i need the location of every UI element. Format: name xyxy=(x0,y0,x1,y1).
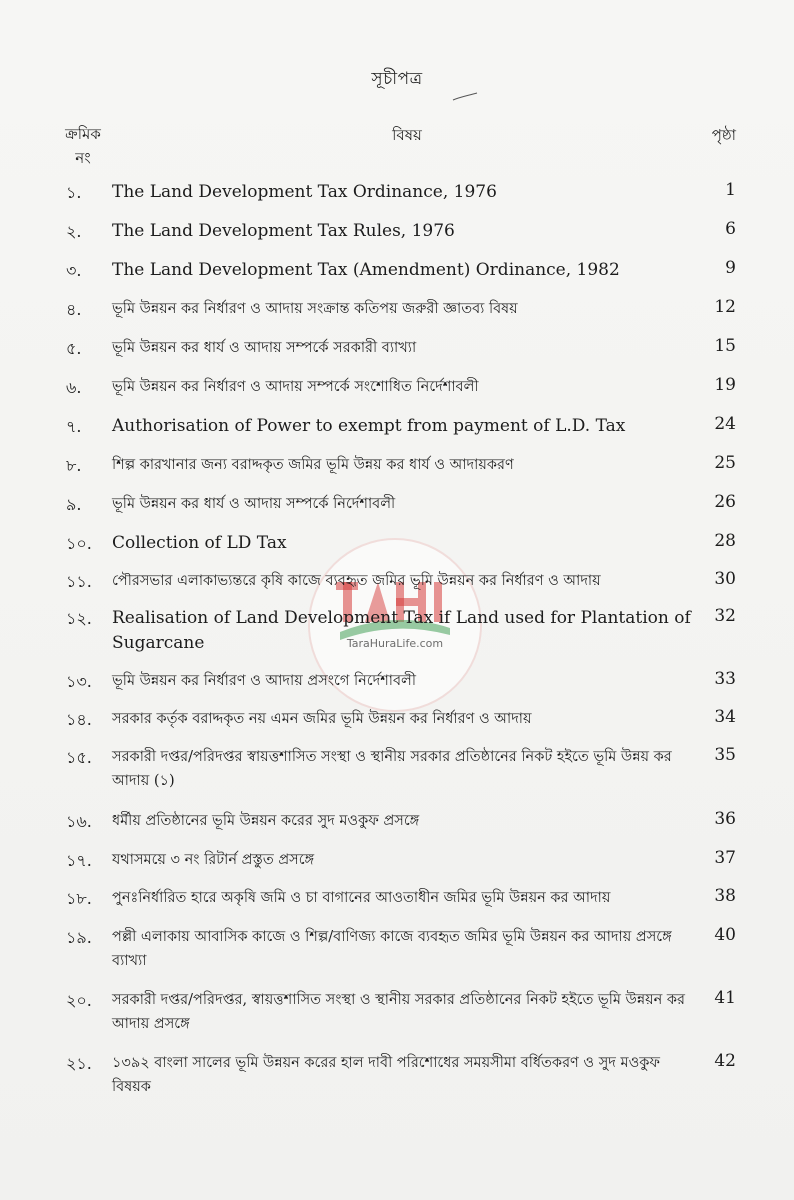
toc-page-number: 34 xyxy=(714,707,736,727)
toc-serial: ৯. xyxy=(66,495,82,514)
toc-serial: ১০. xyxy=(66,534,92,553)
toc-page-number: 9 xyxy=(725,258,736,278)
toc-subject: Collection of LD Tax xyxy=(112,533,287,553)
toc-page-number: 32 xyxy=(714,606,736,626)
page-title: সূচীপত্র xyxy=(371,69,423,89)
toc-subject: ভূমি উন্নয়ন কর নির্ধারণ ও আদায় প্রসংগে নির্দেশাবলী xyxy=(112,673,417,689)
toc-subject: পৌরসভার এলাকাভ্যন্তরে কৃষি কাজে ব্যবহৃত জমির ভূমি উন্নয়ন কর নির্ধারণ ও আদায় xyxy=(112,573,601,589)
toc-page-number: 37 xyxy=(714,848,736,868)
toc-subject: ১৩৯২ বাংলা সালের ভূমি উন্নয়ন করের হাল দাবী পরিশোধের সময়সীমা বর্ধিতকরণ ও সুদ মওকুফ বিষয়ক xyxy=(112,1055,660,1095)
toc-page-number: 28 xyxy=(714,531,736,551)
toc-serial: ১১. xyxy=(66,572,92,591)
toc-subject: ভূমি উন্নয়ন কর নির্ধারণ ও আদায় সম্পর্কে সংশোধিত নির্দেশাবলী xyxy=(112,379,479,395)
toc-subject: শিল্প কারখানার জন্য বরাদ্দকৃত জমির ভূমি উন্নয় কর ধার্য ও আদায়করণ xyxy=(112,457,514,473)
toc-subject: Authorisation of Power to exempt from payment of L.D. Tax xyxy=(112,416,626,436)
toc-page-number: 1 xyxy=(725,180,736,200)
toc-serial: ২০. xyxy=(66,991,92,1010)
toc-serial: ১. xyxy=(66,183,82,202)
toc-subject: ধর্মীয় প্রতিষ্ঠানের ভূমি উন্নয়ন করের সুদ মওকুফ প্রসঙ্গে xyxy=(112,813,420,829)
toc-serial: ১৯. xyxy=(66,928,92,947)
toc-subject: সরকারী দপ্তর/পরিদপ্তর, স্বায়ত্তশাসিত সংস্থা ও স্থানীয় সরকার প্রতিষ্ঠানের নিকট হইতে ভূমি উন্নয়ন কর আদায় প্রসঙ্গে xyxy=(112,992,686,1032)
toc-subject: পুনঃনির্ধারিত হারে অকৃষি জমি ও চা বাগানের আওতাধীন জমির ভূমি উন্নয়ন কর আদায় xyxy=(112,890,611,906)
toc-page-number: 24 xyxy=(714,414,736,434)
toc-serial: ১৪. xyxy=(66,710,92,729)
toc-serial: ১৫. xyxy=(66,748,92,767)
toc-page-number: 41 xyxy=(714,988,736,1008)
toc-page-number: 25 xyxy=(714,453,736,473)
toc-page-number: 15 xyxy=(714,336,736,356)
header-subject: বিষয় xyxy=(392,126,422,144)
toc-serial: ১৭. xyxy=(66,851,92,870)
toc-serial: ১৮. xyxy=(66,889,92,908)
toc-subject: পল্লী এলাকায় আবাসিক কাজে ও শিল্প/বাণিজ্য কাজে ব্যবহৃত জমির ভূমি উন্নয়ন কর আদায় প্রসঙ্গে ব্যাখ্যা xyxy=(112,929,672,969)
toc-subject: ভূমি উন্নয়ন কর ধার্য ও আদায় সম্পর্কে সরকারী ব্যাখ্যা xyxy=(112,340,417,356)
toc-page-number: 38 xyxy=(714,886,736,906)
header-page: পৃষ্ঠা xyxy=(711,126,736,144)
toc-page-number: 42 xyxy=(714,1051,736,1071)
toc-subject: The Land Development Tax Ordinance, 1976 xyxy=(112,182,497,202)
toc-serial: ১৬. xyxy=(66,812,92,831)
toc-page-number: 40 xyxy=(714,925,736,945)
toc-page-number: 6 xyxy=(725,219,736,239)
header-serial: ক্রমিক নং xyxy=(65,125,101,167)
toc-serial: ১৩. xyxy=(66,672,92,691)
toc-page-number: 26 xyxy=(714,492,736,512)
toc-page-number: 33 xyxy=(714,669,736,689)
toc-subject: Realisation of Land Development Tax if Land used for Plantation of Sugarcane xyxy=(112,608,691,653)
toc-serial: ৬. xyxy=(66,378,82,397)
toc-serial: ৭. xyxy=(66,417,82,436)
toc-serial: ২১. xyxy=(66,1054,92,1073)
toc-subject: সরকার কর্তৃক বরাদ্দকৃত নয় এমন জমির ভূমি উন্নয়ন কর নির্ধারণ ও আদায় xyxy=(112,711,532,727)
toc-subject: ভূমি উন্নয়ন কর ধার্য ও আদায় সম্পর্কে নির্দেশাবলী xyxy=(112,496,396,512)
toc-page-number: 36 xyxy=(714,809,736,829)
toc-page-number: 19 xyxy=(714,375,736,395)
toc-serial: ৮. xyxy=(66,456,82,475)
toc-subject: The Land Development Tax Rules, 1976 xyxy=(112,221,455,241)
toc-serial: ২. xyxy=(66,222,82,241)
toc-serial: ১২. xyxy=(66,609,92,628)
watermark-text: TaraHuraLife.com xyxy=(346,637,444,650)
toc-subject: ভূমি উন্নয়ন কর নির্ধারণ ও আদায় সংক্রান্ত কতিপয় জরুরী জ্ঞাতব্য বিষয় xyxy=(112,301,518,317)
toc-subject: The Land Development Tax (Amendment) Ordinance, 1982 xyxy=(112,260,620,280)
toc-serial: ৪. xyxy=(66,300,82,319)
toc-subject: সরকারী দপ্তর/পরিদপ্তর স্বায়ত্তশাসিত সংস্থা ও স্থানীয় সরকার প্রতিষ্ঠানের নিকট হইতে ভূমি উন্নয় কর আদায় (১) xyxy=(112,749,672,789)
toc-serial: ৩. xyxy=(66,261,82,280)
toc-subject: যথাসময়ে ৩ নং রিটার্ন প্রস্তুত প্রসঙ্গে xyxy=(112,852,315,868)
toc-page-number: 35 xyxy=(714,745,736,765)
toc-serial: ৫. xyxy=(66,339,82,358)
toc-page-number: 30 xyxy=(714,569,736,589)
toc-page-number: 12 xyxy=(714,297,736,317)
